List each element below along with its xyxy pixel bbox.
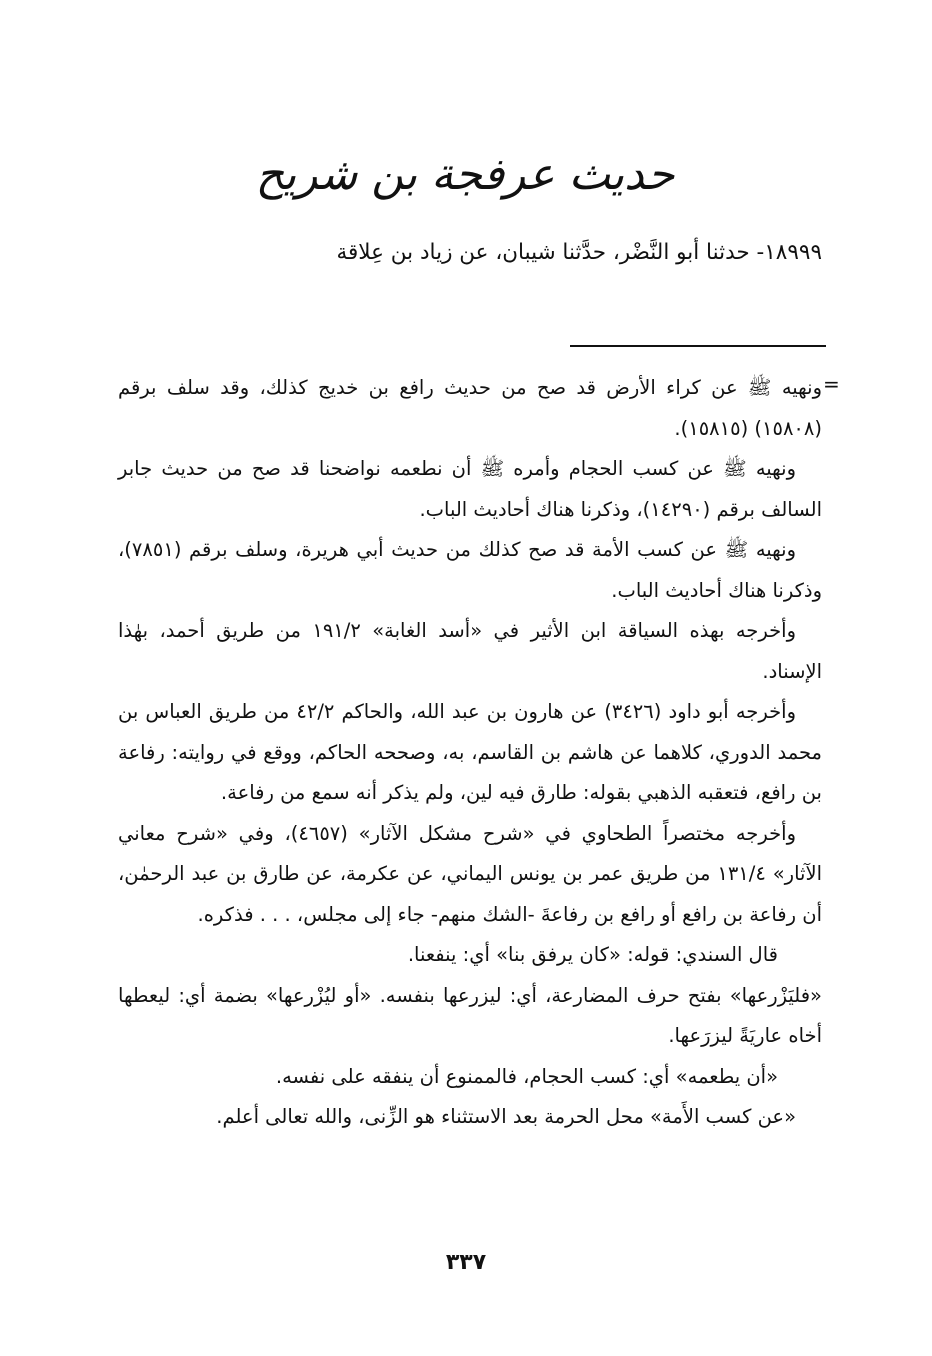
footnote-paragraph: وأخرجه أبو داود (٣٤٢٦) عن هارون بن عبد الله، والحاكم ٤٢/٢ من طريق العباس بن محمد الدوري، كلاهما عن هاشم بن القاسم، به، وصححه الحاكم، ووقع في روايته: رفاعة بن رافع، فتعقبه الذهبي بقوله: طارق فيه لين، ولم يذكر أنه سمع من رفاعة.	[118, 700, 822, 804]
hadith-chain-line: ١٨٩٩٩- حدثنا أبو النَّضْر، حدَّثنا شيبان، عن زياد بن عِلاقة	[336, 240, 822, 265]
footnote-paragraph: «فليَزْرعها» بفتح حرف المضارعة، أي: ليزرعها بنفسه. «أو ليُزْرعها» بضمة أي: ليعطها أخاه عاريَةً ليزرَعها.	[118, 983, 822, 1047]
footnote-paragraph: «عن كسب الأَمة» محل الحرمة بعد الاستثناء هو الزِّنى، والله تعالى أعلم.	[216, 1105, 796, 1128]
section-heading: حديث عرفجة بن شريح	[255, 149, 675, 200]
footnotes-block	[118, 368, 822, 1138]
footnote-paragraph: ونهيه ﷺ عن كسب الحجام وأمره ﷺ أن نطعمه نواضحنا قد صح من حديث جابر السالف برقم (١٤٢٩٠)، وذكرنا هناك أحاديث الباب.	[118, 457, 822, 521]
footnote-paragraph: «أن يطعمه» أي: كسب الحجام، فالممنوع أن ينفقه على نفسه.	[275, 1064, 778, 1088]
footnote-paragraph: ونهيه ﷺ عن كسب الأمة قد صح كذلك من حديث أبي هريرة، وسلف برقم (٧٨٥١)، وذكرنا هناك أحاديث الباب.	[118, 538, 822, 602]
footnote-paragraph: قال السندي: قوله: «كان يرفق بنا» أي: ينفعنا.	[407, 943, 778, 966]
continuation-mark: =	[823, 372, 840, 396]
footnote-paragraph: وأخرجه بهذه السياقة ابن الأثير في «أسد الغابة» ١٩١/٢ من طريق أحمد، بهٰذا الإسناد.	[118, 619, 822, 683]
footnote-separator	[570, 345, 826, 347]
page-number: ٣٣٧	[445, 1250, 487, 1275]
footnote-paragraph: وأخرجه مختصراً الطحاوي في «شرح مشكل الآثار» (٤٦٥٧)، وفي «شرح معاني الآثار» ١٣١/٤ من طريق عمر بن يونس اليماني، عن عكرمة، عن طارق بن عبد الرحمٰن، أن رفاعة بن رافع أو رافع بن رفاعةَ -الشك منهم- جاء إلى مجلس، . . . فذكره.	[118, 821, 823, 926]
footnote-paragraph: ونهيه ﷺ عن كراء الأرض قد صح من حديث رافع بن خديج كذلك، وقد سلف برقم (١٥٨٠٨) (١٥٨١٥).	[118, 376, 822, 440]
